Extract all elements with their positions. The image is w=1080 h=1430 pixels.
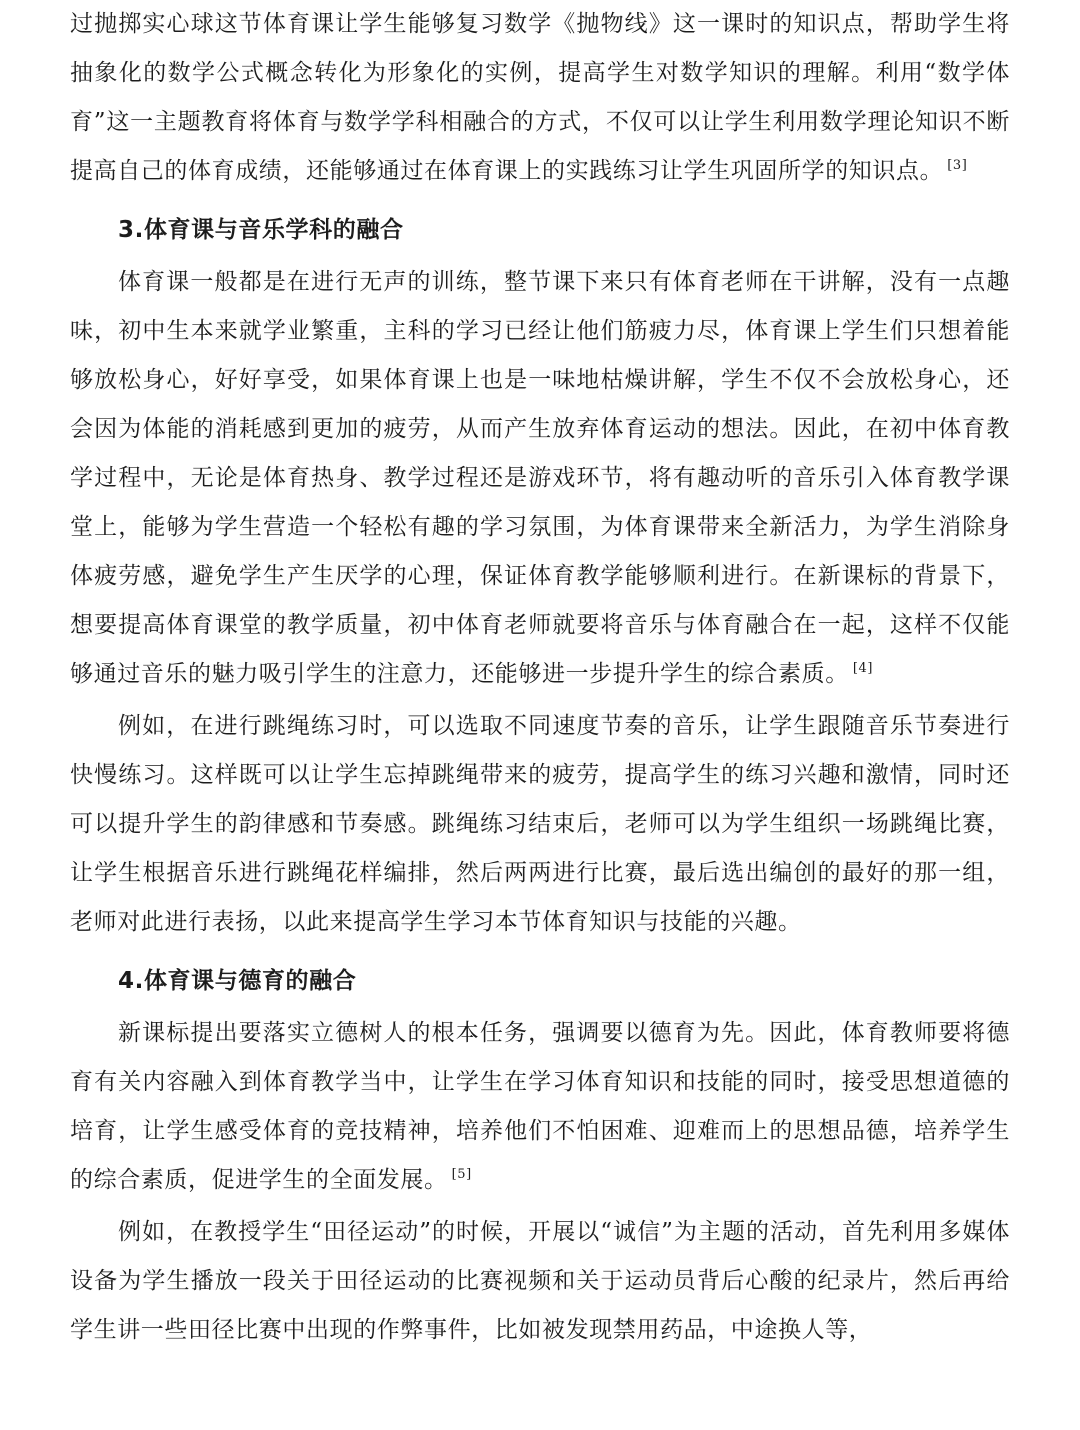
paragraph-continued <box>70 0 1010 196</box>
paragraph-text: 新课标提出要落实立德树人的根本任务，强调要以德育为先。因此，体育教师要将德育有关内容融入到体育教学当中，让学生在学习体育知识和技能的同时，接受思想道德的培育，让学生感受体育的竞技精神，培养他们不怕困难、迎难而上的思想品德，培养学生的综合素质，促进学生的全面发展。 <box>70 1020 1010 1193</box>
paragraph-text: 体育课一般都是在进行无声的训练，整节课下来只有体育老师在干讲解，没有一点趣味，初中生本来就学业繁重，主科的学习已经让他们筋疲力尽，体育课上学生们只想着能够放松身心，好好享受，如果体育课上也是一味地枯燥讲解，学生不仅不会放松身心，还会因为体能的消耗感到更加的疲劳，从而产生放弃体育运动的想法。因此，在初中体育教学过程中，无论是体育热身、教学过程还是游戏环节，将有趣动听的音乐引入体育教学课堂上，能够为学生营造一个轻松有趣的学习氛围，为体育课带来全新活力，为学生消除身体疲劳感，避免学生产生厌学的心理，保证体育教学能够顺利进行。在新课标的背景下，想要提高体育课堂的教学质量，初中体育老师就要将音乐与体育融合在一起，这样不仅能够通过音乐的魅力吸引学生的注意力，还能够进一步提升学生的综合素质。 <box>70 269 1010 687</box>
section-heading-moral: 4.体育课与德育的融合 <box>118 968 357 994</box>
paragraph-text: 例如，在进行跳绳练习时，可以选取不同速度节奏的音乐，让学生跟随音乐节奏进行快慢练习。这样既可以让学生忘掉跳绳带来的疲劳，提高学生的练习兴趣和激情，同时还可以提升学生的韵律感和节奏感。跳绳练习结束后，老师可以为学生组织一场跳绳比赛，让学生根据音乐进行跳绳花样编排，然后两两进行比赛，最后选出编创的最好的那一组，老师对此进行表扬，以此来提高学生学习本节体育知识与技能的兴趣。 <box>70 713 1010 935</box>
citation-3: [3] <box>947 158 968 174</box>
paragraph-music-intro <box>70 258 1010 699</box>
paragraph-text: 例如，在教授学生“田径运动”的时候，开展以“诚信”为主题的活动，首先利用多媒体设备为学生播放一段关于田径运动的比赛视频和关于运动员背后心酸的纪录片，然后再给学生讲一些田径比赛中出现的作弊事件，比如被发现禁用药品，中途换人等， <box>70 1219 1010 1343</box>
citation-5: [5] <box>451 1167 472 1183</box>
section-heading-music: 3.体育课与音乐学科的融合 <box>118 217 404 243</box>
paragraph-text: 过抛掷实心球这节体育课让学生能够复习数学《抛物线》这一课时的知识点，帮助学生将抽象化的数学公式概念转化为形象化的实例，提高学生对数学知识的理解。利用“数学体育”这一主题教育将体育与数学学科相融合的方式，不仅可以让学生利用数学理论知识不断提高自己的体育成绩，还能够通过在体育课上的实践练习让学生巩固所学的知识点。 <box>70 11 1010 184</box>
paragraph-moral-example <box>70 1208 1010 1355</box>
document-body <box>70 0 1010 1355</box>
paragraph-music-example <box>70 702 1010 947</box>
paragraph-moral-intro <box>70 1009 1010 1205</box>
citation-4: [4] <box>852 661 874 677</box>
